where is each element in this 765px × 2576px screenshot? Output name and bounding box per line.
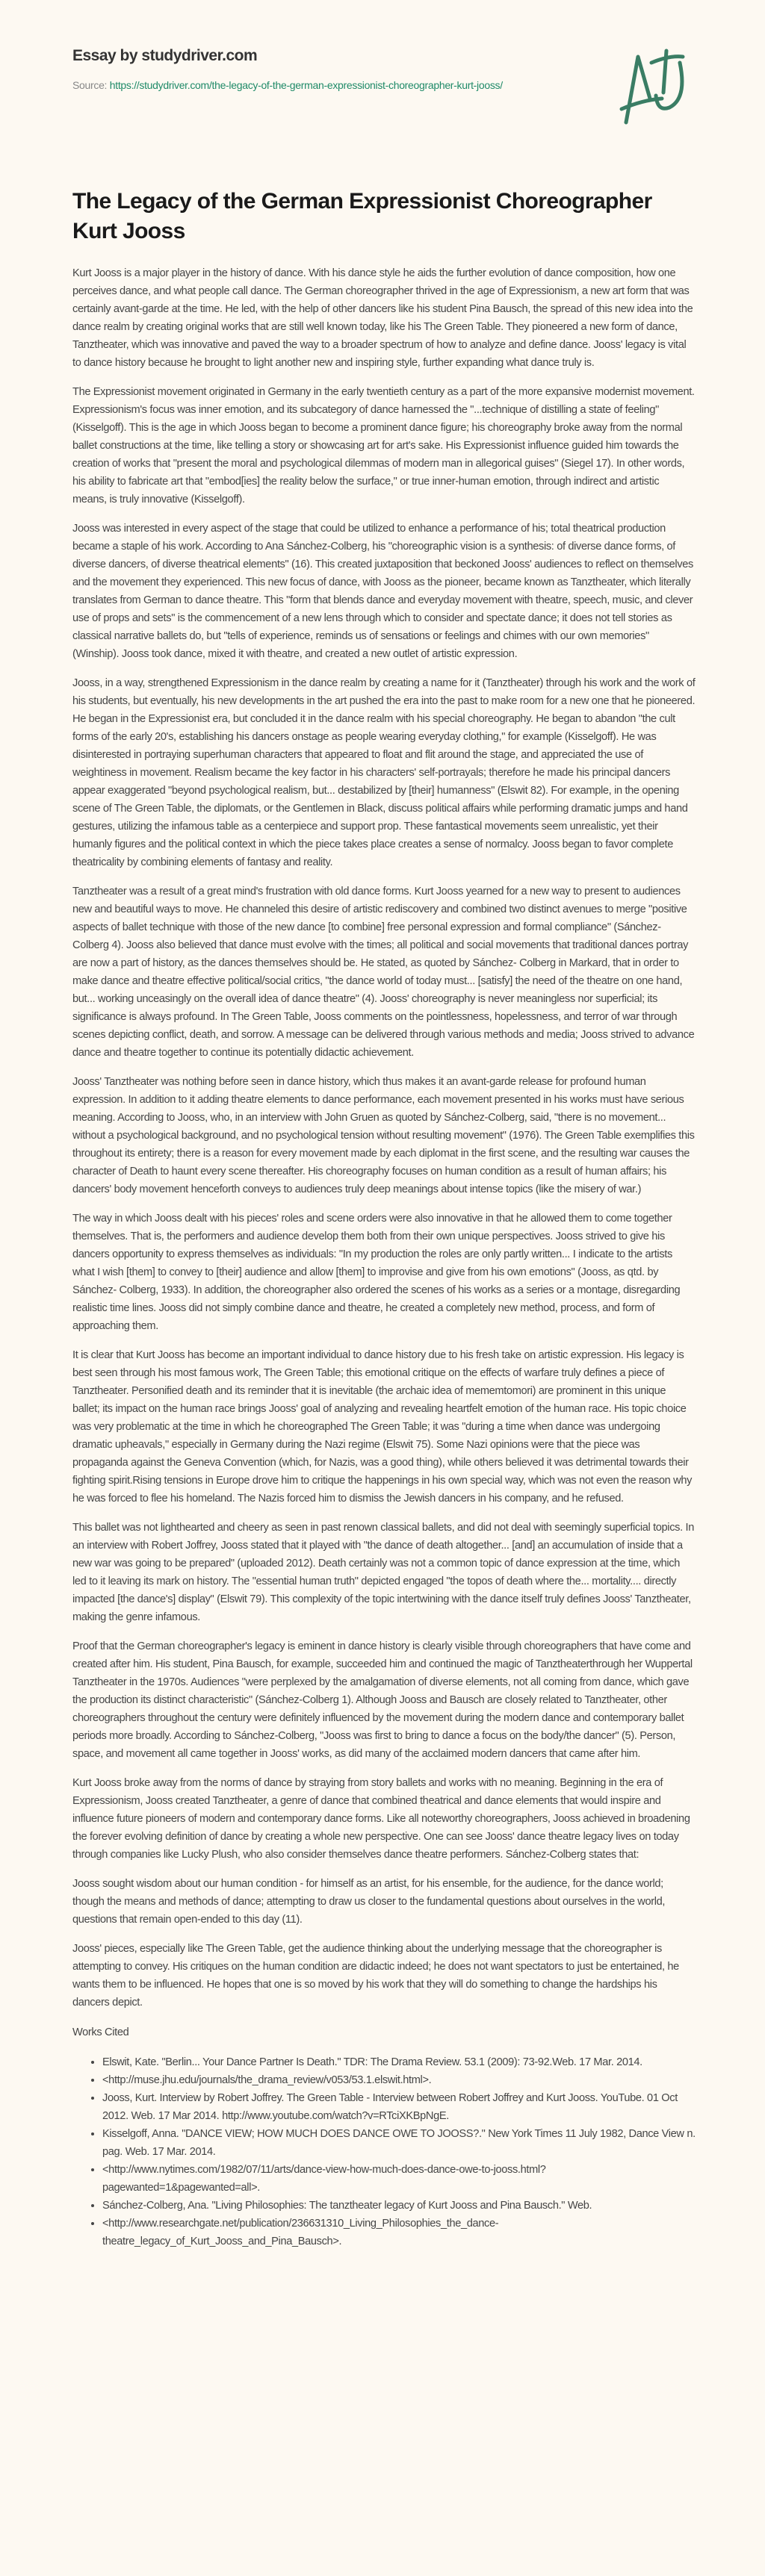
- paragraph: It is clear that Kurt Jooss has become an important individual to dance history due to his fresh take on artistic expression. His legacy is best seen through his most famous work, The Green Table; this emotional critique on the effects of warfare truly defines a piece of Tanztheater. Personified death and its reminder that it is inevitable (the archaic idea of mememtomori) are prominent in this unique ballet; its impact on the human race brings Jooss' goal of analyzing and revealing heartfelt emotion of the human race. His topic choice was very problematic at the time in which he choreographed The Green Table; it was "during a time when dance was undergoing dramatic upheavals," especially in Germany during the Nazi regime (Elswit 75). Some Nazi opinions were that the piece was propaganda against the Geneva Convention (which, for Nazis, was a good thing), while others believed it was detrimental towards their fighting spirit.Rising tensions in Europe drove him to critique the happenings in his own special way, which was not even the reason why he was forced to flee his homeland. The Nazis forced him to dismiss the Jewish dancers in his company, and he refused.: [72, 1349, 693, 1505]
- works-cited-heading: Works Cited: [72, 2026, 129, 2038]
- citation-item: • Jooss, Kurt. Interview by Robert Joffrey. The Green Table - Interview between Robert Joffrey and Kurt Jooss. YouTube. 01 Oct 2012. Web. 17 Mar 2014. http://www.youtube.com/watch?v=RTciXKBpNgE.: [102, 2089, 696, 2125]
- brand-title: Essay by studydriver.com: [72, 47, 258, 64]
- citation-item: • <http://muse.jhu.edu/journals/the_drama_review/v053/53.1.elswit.html>.: [102, 2071, 696, 2089]
- citation-item: • <http://www.nytimes.com/1982/07/11/arts/dance-view-how-much-does-dance-owe-to-jooss.html?pagewanted=1&pagewanted=all>.: [102, 2161, 696, 2197]
- paragraph: Tanztheater was a result of a great mind's frustration with old dance forms. Kurt Jooss yearned for a new way to present to audiences new and beautiful ways to move. He channeled this desire of artistic rediscovery and combined two distinct avenues to merge "positive aspects of ballet technique with those of the new dance [to combine] free personal expression and formal compliance" (Sánchez-Colberg 4). Jooss also believed that dance must evolve with the times; all political and social movements that traditional dances portray are now a part of history, as the dances themselves should be. He stated, as quoted by Sánchez- Colberg in Markard, that in order to make dance and theatre effective political/social critics, "the dance world of today must... [satisfy] the need of the theatre on one hand, but... working unceasingly on the overall idea of dance theatre" (4). Jooss' choreography is never meaningless nor superficial; its significance is always profound. In The Green Table, Jooss comments on the pointlessness, hopelessness, and terror of war through scenes depicting conflict, death, and sorrow. A message can be delivered through various methods and media; Jooss strived to advance dance and theatre together to continue its potentially didactic achievement.: [72, 886, 695, 1059]
- paragraph: Jooss' pieces, especially like The Green Table, get the audience thinking about the underlying message that the choreographer is attempting to convey. His critiques on the human condition are didactic indeed; he does not want spectators to just be entertained, he wants them to be influenced. He hopes that one is so moved by his work that they will do something to change the hardships his dancers depict.: [72, 1943, 679, 2009]
- paragraph: The way in which Jooss dealt with his pieces' roles and scene orders were also innovative in that he allowed them to come together themselves. That is, the performers and audience develop them both from their own unique perspectives. Jooss strived to give his dancers opportunity to express themselves as individuals: "In my production the roles are only partly written... I indicate to the artists what I wish [them] to convey to [their] audience and allow [them] to improvise and give from his own emotions" (Jooss, as qtd. by Sánchez- Colberg, 1933). In addition, the choreographer also ordered the scenes of his works as a series or a montage, disregarding realistic time lines. Jooss did not simply combine dance and theatre, he created a completely new method, process, and form of approaching them.: [72, 1213, 681, 1332]
- source-line: [72, 76, 580, 94]
- paragraph: Kurt Jooss is a major player in the history of dance. With his dance style he aids the further evolution of dance composition, how one perceives dance, and what people call dance. The German choreographer thrived in the age of Expressionism, a new art form that was certainly avant-garde at the time. He led, with the help of other dancers like his student Pina Bausch, the spread of this new idea into the dance realm by creating original works that are still well known today, like his The Green Table. They pioneered a new form of dance, Tanztheater, which was innovative and paved the way to a broader spectrum of how to analyze and define dance. Jooss' legacy is vital to dance history because he brought to light another new and inspiring style, further expanding what dance truly is.: [72, 267, 693, 369]
- paragraph: Jooss' Tanztheater was nothing before seen in dance history, which thus makes it an avant-garde release for profound human expression. In addition to it adding theatre elements to dance performance, each movement presented in his works must have serious meaning. According to Jooss, who, in an interview with John Gruen as quoted by Sánchez-Colberg, said, "there is no movement... without a psychological background, and no psychological tension without resulting movement" (1976). The Green Table exemplifies this throughout its entirety; there is a reason for every movement made by each diplomat in the first scene, and the resulting war causes the character of Death to haunt every scene thereafter. His choreography focuses on human condition as a result of human affairs; his dancers' body movement henceforth conveys to audiences truly deep meanings about intense topics (like the misery of war.): [72, 1076, 695, 1195]
- citation-item: • <http://www.researchgate.net/publication/236631310_Living_Philosophies_the_dance-theatre_legacy_of_Kurt_Jooss_and_Pina_Bausch>.: [102, 2215, 696, 2250]
- paragraph: Proof that the German choreographer's legacy is eminent in dance history is clearly visible through choreographers that have come and created after him. His student, Pina Bausch, for example, succeeded him and continued the magic of Tanztheaterthrough her Wuppertal Tanztheater in the 1970s. Audiences "were perplexed by the amalgamation of diverse elements, not all coming from dance, which gave the production its distinct characteristic" (Sánchez-Colberg 1). Although Jooss and Bausch are closely related to Tanztheater, other choreographers throughout the century were definitely influenced by the movement during the modern dance and contemporary ballet periods more broadly. According to Sánchez-Colberg, "Jooss was first to bring to dance a focus on the body/the dancer" (5). Person, space, and movement all came together in Jooss' works, as did many of the acclaimed modern dancers that came after him.: [72, 1640, 693, 1760]
- site-header: [72, 45, 580, 94]
- paragraph: Jooss sought wisdom about our human condition - for himself as an artist, for his ensemble, for the audience, for the dance world; though the means and methods of dance; attempting to draw us closer to the fundamental questions about ourselves in the world, questions that remain open-ended to this day (11).: [72, 1878, 666, 1926]
- citation-item: • Kisselgoff, Anna. "DANCE VIEW; HOW MUCH DOES DANCE OWE TO JOOSS?." New York Times 11 July 1982, Dance View n. pag. Web. 17 Mar. 2014.: [102, 2125, 696, 2161]
- article-body: [72, 264, 696, 2012]
- article: [72, 187, 696, 2250]
- works-cited-list: [72, 2053, 696, 2250]
- paragraph: This ballet was not lighthearted and cheery as seen in past renown classical ballets, and did not deal with seemingly superficial topics. In an interview with Robert Joffrey, Jooss stated that it played with "the dance of death altogether... [and] an accumulation of inside that a new war was going to be prepared" (uploaded 2012). Death certainly was not a common topic of dance expression at the time, which led to it leaving its mark on history. The "essential human truth" depicted engaged "the topos of death where the... mortality.... directly impacted [the dance's] display" (Elswit 79). This complexity of the topic intertwining with the dance itself truly defines Jooss' Tanztheater, making the genre infamous.: [72, 1522, 694, 1623]
- source-label: Source:: [72, 79, 110, 91]
- a-plus-logo-icon: [613, 46, 695, 128]
- paragraph: Kurt Jooss broke away from the norms of dance by straying from story ballets and works with no meaning. Beginning in the era of Expressionism, Jooss created Tanztheater, a genre of dance that combined theatrical and dance elements that would inspire and influence future pioneers of modern and contemporary dance forms. Like all noteworthy choreographers, Jooss achieved in broadening the forever evolving definition of dance by creating a whole new perspective. One can see Jooss' dance theatre legacy lives on today through companies like Lucky Plush, who also consider themselves dance theatre performers. Sánchez-Colberg states that:: [72, 1777, 690, 1861]
- paragraph: Jooss was interested in every aspect of the stage that could be utilized to enhance a performance of his; total theatrical production became a staple of his work. According to Ana Sánchez-Colberg, his "choreographic vision is a synthesis: of diverse dance forms, of diverse dancers, of diverse theatrical elements" (16). This created juxtaposition that beckoned Jooss' audiences to reflect on themselves and the movement they experienced. This new focus of dance, with Jooss as the pioneer, became known as Tanztheater, which literally translates from German to dance theatre. This "form that blends dance and everyday movement with theatre, speech, music, and clever use of props and sets" is the commencement of a new lens through which to consider and spectate dance; it does not tell stories as classical narrative ballets do, but "tells of experience, reminds us of sensations or feelings and chimes with our own memories" (Winship). Jooss took dance, mixed it with theatre, and created a new outlet of artistic expression.: [72, 523, 693, 660]
- article-title: The Legacy of the German Expressionist Choreographer Kurt Jooss: [72, 189, 652, 243]
- paragraph: The Expressionist movement originated in Germany in the early twentieth century as a part of the more expansive modernist movement. Expressionism's focus was inner emotion, and its subcategory of dance harnessed the "...technique of distilling a state of feeling" (Kisselgoff). This is the age in which Jooss began to become a prominent dance figure; his choreography broke away from the normal ballet constructions at the time, like telling a story or showcasing art for art's sake. His Expressionist influence guided him towards the creation of works that "present the moral and psychological dilemmas of modern man in allegorical guises" (Siegel 17). In other words, his ability to fabricate art that "embod[ies] the reality below the surface," or true inner-human emotion, through indirect and artistic means, is truly innovative (Kisselgoff).: [72, 386, 695, 505]
- citation-item: • Elswit, Kate. "Berlin... Your Dance Partner Is Death." TDR: The Drama Review. 53.1 (2009): 73-92.Web. 17 Mar. 2014.: [102, 2053, 696, 2071]
- citation-item: • Sánchez-Colberg, Ana. "Living Philosophies: The tanztheater legacy of Kurt Jooss and Pina Bausch." Web.: [102, 2197, 696, 2215]
- paragraph: Jooss, in a way, strengthened Expressionism in the dance realm by creating a name for it (Tanztheater) through his work and the work of his students, but eventually, his new developments in the art pushed the era into the past to make room for a new one that he pioneered. He began in the Expressionist era, but concluded it in the dance realm with his special choreography. He began to abandon "the cult forms of the early 20's, establishing his dancers onstage as people wearing everyday clothing," for example (Kisselgoff). He was disinterested in portraying superhuman characters that appeared to float and flit around the stage, and appreciated the use of weightiness in movement. Realism became the key factor in his characters' self-portrayals; therefore he made his principal dancers appear exaggerated "beyond psychological realism, but... destabilized by [their] humanness" (Elswit 82). For example, in the opening scene of The Green Table, the diplomats, or the Gentlemen in Black, discuss political affairs while performing dramatic jumps and hand gestures, utilizing the infamous table as a centerpiece and support prop. These fantastical movements seem unrealistic, yet their humanly figures and the political context in which the piece takes place creates a sense of normalcy. Jooss began to favor complete theatricality by combining elements of fantasy and reality.: [72, 677, 696, 868]
- source-link[interactable]: https://studydriver.com/the-legacy-of-the-german-expressionist-choreographer-kurt-jooss/: [109, 79, 503, 91]
